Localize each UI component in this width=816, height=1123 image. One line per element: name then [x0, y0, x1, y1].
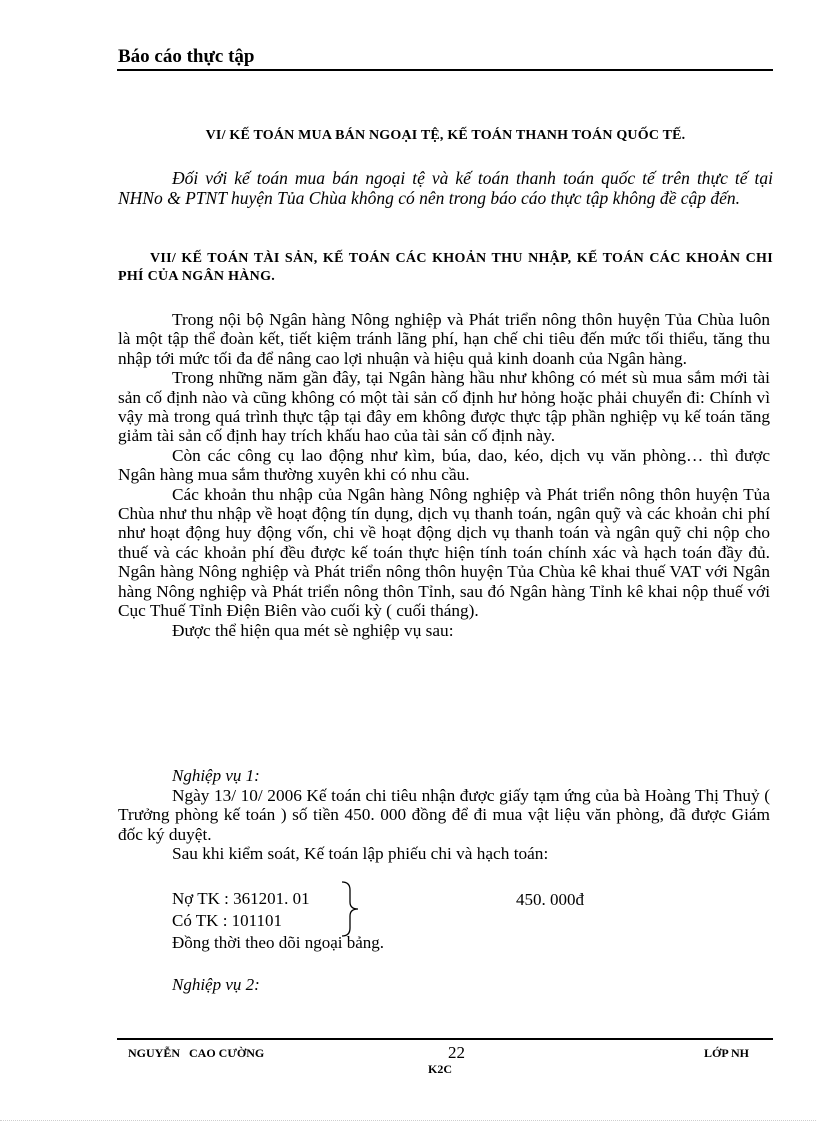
section-6-paragraph: Đối với kế toán mua bán ngoại tệ và kế toán thanh toán quốc tế trên thực tế tại NHNo & PTNT huyện Tủa Chùa không có nên trong báo cáo thực tập không đề cập đến. [118, 168, 773, 208]
paragraph: Các khoản thu nhập của Ngân hàng Nông nghiệp và Phát triển nông thôn huyện Tủa Chùa như thu nhập về hoạt động tín dụng, dịch vụ thanh toán, ngân quỹ và các khoản chi phí như hoạt động huy động vốn, chi về hoạt động dịch vụ thanh toán và ngân quỹ chi nộp cho thuế và các khoản phí đều được kế toán thực hiện tính toán chính xác và hạch toán đầy đủ. Ngân hàng Nông nghiệp và Phát triển nông thôn huyện Tủa Chùa kê khai thuế VAT với Ngân hàng Nông nghiệp và Phát triển nông thôn Tỉnh, sau đó Ngân hàng Tỉnh kê khai nộp thuế với Cục Thuế Tỉnh Điện Biên vào cuối kỳ ( cuối tháng). [118, 484, 770, 621]
paragraph: Ngày 13/ 10/ 2006 Kế toán chi tiêu nhận được giấy tạm ứng của bà Hoàng Thị Thuỷ ( Trưởng phòng kế toán ) số tiền 450. 000 đồng để đi mua vật liệu văn phòng, đã được Giám đốc ký duyệt. [118, 786, 770, 844]
section-7-heading: VII/ KẾ TOÁN TÀI SẢN, KẾ TOÁN CÁC KHOẢN THU NHẬP, KẾ TOÁN CÁC KHOẢN CHI PHÍ CỦA NGÂN HÀNG. [118, 251, 773, 284]
page-bottom-edge [0, 1120, 816, 1121]
nghiep-vu-1-body [118, 786, 770, 864]
footer-class-suffix: K2C [428, 1062, 452, 1076]
page-number: 22 [448, 1043, 465, 1062]
paragraph: Trong nội bộ Ngân hàng Nông nghiệp và Phát triển nông thôn huyện Tủa Chùa luôn là một tập thể đoàn kết, tiết kiệm tránh lãng phí, hạn chế chi tiêu đến mức tối thiểu, tăng thu nhập tới mức tối đa để nâng cao lợi nhuận và hiệu quả kinh doanh của Ngân hàng. [118, 310, 770, 368]
debit-account: Nợ TK : 361201. 01 [172, 889, 310, 908]
footer-rule [117, 1038, 773, 1040]
nghiep-vu-1-title: Nghiệp vụ 1: [172, 766, 260, 785]
paragraph: Trong những năm gần đây, tại Ngân hàng hầu như không có mét sù mua sắm mới tài sản cố định nào và cũng không có một tài sản cố định hư hỏng hoặc phải chuyển đi: Chính vì vậy mà trong quá trình thực tập tại đây em không được thực tập phần nghiệp vụ kế toán tăng giảm tài sản cố định hay trích khấu hao của tài sản cố định này. [118, 368, 770, 446]
off-balance-note: Đồng thời theo dõi ngoại bảng. [172, 933, 385, 952]
amount-value: 450. 000đ [516, 890, 584, 909]
footer-author: NGUYỄN CAO CƯỜNG [128, 1046, 265, 1060]
paragraph: Được thể hiện qua mét sè nghiệp vụ sau: [172, 620, 454, 640]
paragraph: Còn các công cụ lao động như kìm, búa, dao, kéo, dịch vụ văn phòng… thì được Ngân hàng mua sắm thường xuyên khi có nhu cầu. [118, 445, 770, 485]
brace-icon [338, 880, 362, 938]
credit-account: Có TK : 101101 [172, 911, 283, 930]
paragraph: Sau khi kiểm soát, Kế toán lập phiếu chi và hạch toán: [172, 844, 549, 864]
nghiep-vu-2-title: Nghiệp vụ 2: [172, 975, 260, 994]
page-header-title: Báo cáo thực tập [118, 46, 255, 67]
header-rule [117, 69, 773, 71]
section-6-heading: VI/ KẾ TOÁN MUA BÁN NGOẠI TỆ, KẾ TOÁN THANH TOÁN QUỐC TẾ. [205, 128, 686, 143]
footer-class-label: LỚP NH [704, 1046, 750, 1060]
section-7-body [118, 310, 770, 640]
